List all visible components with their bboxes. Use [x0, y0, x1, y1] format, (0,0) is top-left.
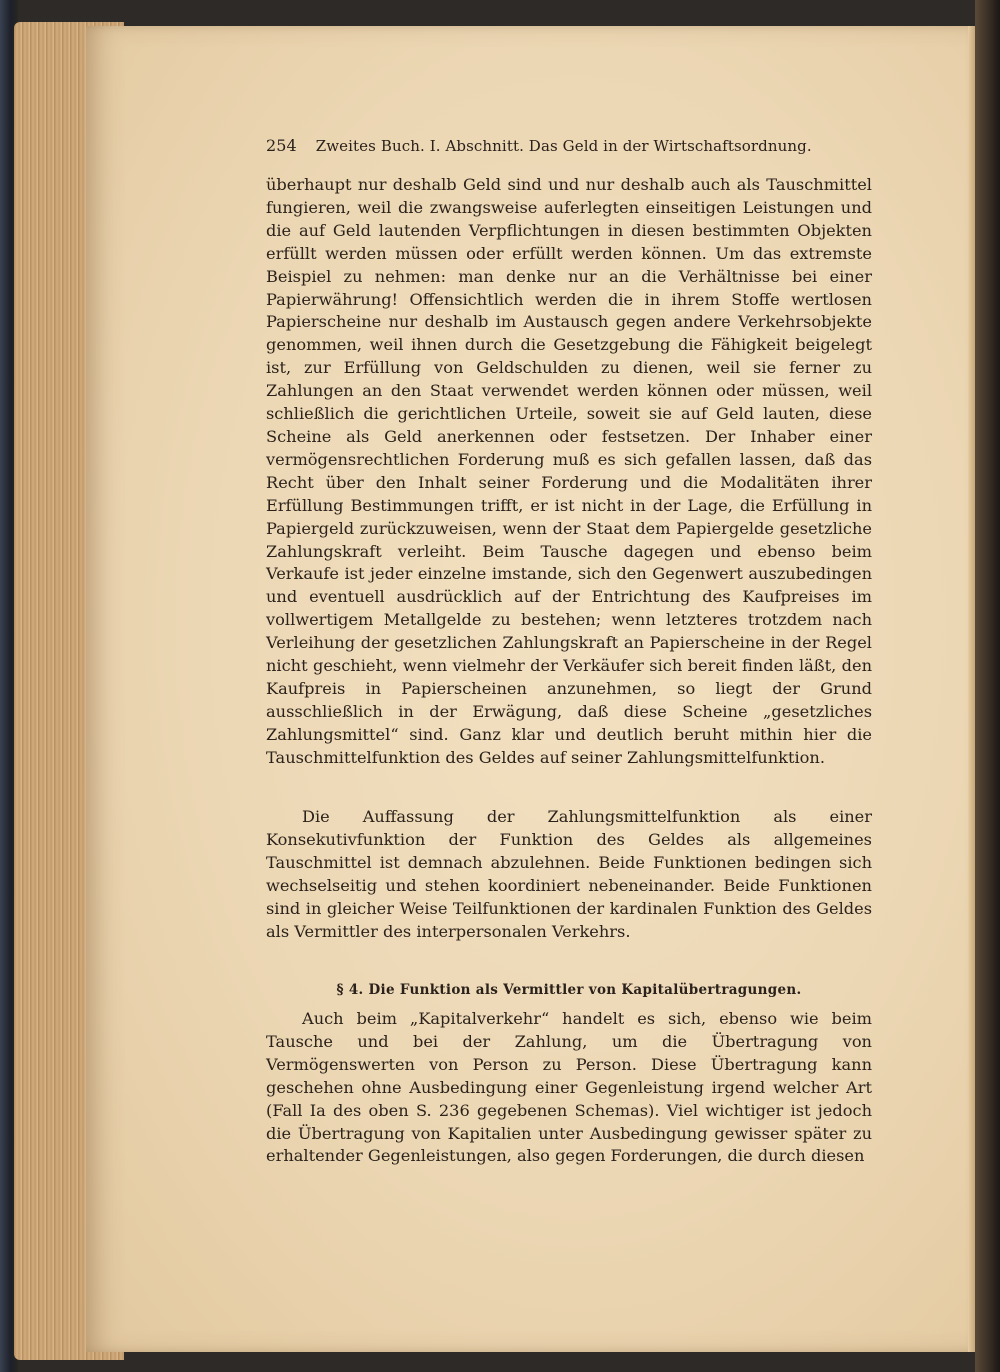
book-cover-right: [975, 0, 1000, 1372]
section-heading: § 4. Die Funktion als Vermittler von Kapitalübertragungen.: [336, 982, 802, 998]
paragraph-text: Die Auffassung der Zahlungsmittelfunktion als einer Konsekutivfunktion der Funktion des Geldes als allgemeines Tauschmittel ist demnach abzulehnen. Beide Funktionen bedingen sich wechselseitig und stehen koordiniert nebeneinander. Beide Funktionen sind in gleicher Weise Teilfunktionen der kardinalen Funktion des Geldes als Vermittler des interpersonalen Verkehrs.: [266, 807, 872, 941]
running-head-title: Zweites Buch. I. Abschnitt. Das Geld in der Wirtschaftsordnung.: [315, 137, 812, 155]
page-number: 254: [266, 136, 297, 155]
body-paragraph-2: [266, 806, 872, 943]
running-head: [266, 136, 826, 155]
paragraph-text: Auch beim „Kapitalverkehr“ handelt es sich, ebenso wie beim Tausche und bei der Zahlung, um die Übertragung von Vermögenswerten von Person zu Person. Diese Übertragung kann geschehen ohne Ausbedingung einer Gegenleistung irgend welcher Art (Fall Ia des oben S. 236 gegebenen Schemas). Viel wichtiger ist jedoch die Übertragung von Kapitalien unter Ausbedingung gewisser später zu erhaltender Gegenleistungen, also gegen Forderungen, die durch diesen: [266, 1009, 872, 1166]
body-paragraph-1: [266, 174, 872, 770]
paragraph-text: überhaupt nur deshalb Geld sind und nur deshalb auch als Tauschmittel fungieren, weil die zwangsweise auferlegten einseitigen Leistungen und die auf Geld lautenden Verpflichtungen in diesen bestimmten Objekten erfüllt werden müssen oder erfüllt werden können. Um das extremste Beispiel zu nehmen: man denke nur an die Verhältnisse bei einer Papierwährung! Offensichtlich werden die in ihrem Stoffe wertlosen Papierscheine nur deshalb im Austausch gegen andere Verkehrsobjekte genommen, weil ihnen durch die Gesetzgebung die Fähigkeit beigelegt ist, zur Erfüllung von Geldschulden zu dienen, weil sie ferner zu Zahlungen an den Staat verwendet werden können oder müssen, weil schließlich die gerichtlichen Urteile, soweit sie auf Geld lauten, diese Scheine als Geld anerkennen oder festsetzen. Der Inhaber einer vermögensrechtlichen Forderung muß es sich gefallen lassen, daß das Recht über den Inhalt seiner Forderung und die Modalitäten ihrer Erfüllung Bestimmungen trifft, er ist nicht in der Lage, die Erfüllung in Papiergeld zurückzuweisen, wenn der Staat dem Papiergelde gesetzliche Zahlungskraft verleiht. Beim Tausche dagegen und ebenso beim Verkaufe ist jeder einzelne imstande, sich den Gegenwert auszubedingen und eventuell ausdrücklich auf der Entrichtung des Kaufpreises im vollwertigem Metallgelde zu bestehen; wenn letzteres trotzdem nach Verleihung der gesetzlichen Zahlungskraft an Papierscheine in der Regel nicht geschieht, wenn vielmehr der Verkäufer sich bereit finden läßt, den Kaufpreis in Papierscheinen anzunehmen, so liegt der Grund ausschließlich in der Erwägung, daß diese Scheine „gesetzliches Zahlungsmittel“ sind. Ganz klar und deutlich beruht mithin hier die Tauschmittelfunktion des Geldes auf seiner Zahlungsmittelfunktion.: [266, 175, 872, 767]
body-paragraph-3: [266, 1008, 872, 1168]
